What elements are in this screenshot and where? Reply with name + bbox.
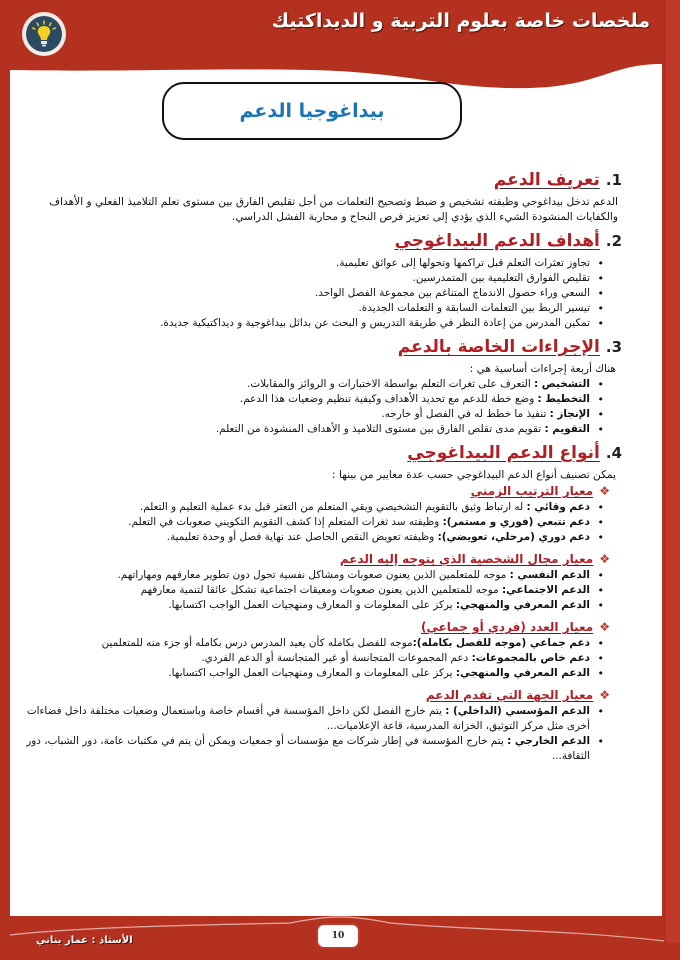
term-definition: يتم خارج الفصل لكن داخل المؤسسة في أقسام خاصة وباستعمال وضعيات مختلفة داخل فضاءات أخرى مثل مركز التوثيق، الخزانة المدرسية، قاعة الإعلاميات... — [26, 705, 590, 732]
term-definition: وضع خطة للدعم مع تحديد الأهداف وكيفية تنظيم وضعيات هذا الدعم. — [239, 393, 538, 405]
term: دعم خاص بالمجموعات: — [471, 652, 590, 664]
term: دعم تتبعي (فوري و مستمر): — [442, 516, 590, 528]
criterion-heading — [20, 483, 610, 500]
diamond-bullet-icon: ❖ — [599, 552, 610, 566]
diamond-bullet-icon: ❖ — [599, 620, 610, 634]
list-item: • تقليص الفوارق التعليمية بين المتمدرسين. — [20, 271, 604, 286]
section-heading-types — [20, 443, 622, 463]
list-item — [20, 392, 604, 407]
term: الدعم الخارجي : — [507, 735, 590, 747]
term-definition: التعرف على ثغرات التعلم بواسطة الاختبارات و الروائز والمقابلات. — [247, 378, 535, 390]
term: التقويم : — [544, 423, 590, 435]
list-item — [20, 407, 604, 422]
term: الدعم المؤسسي (الداخلي) : — [445, 705, 590, 717]
diamond-bullet-icon: ❖ — [599, 484, 610, 498]
section-number: 3. — [605, 338, 622, 356]
criterion-title: معيار العدد (فردي أو جماعي) — [420, 620, 594, 634]
header-title: ملخصات خاصة بعلوم التربية و الديداكتيك — [271, 10, 650, 32]
section-heading-goals — [20, 231, 622, 251]
section-title: تعريف الدعم — [493, 170, 600, 190]
section-number: 4. — [605, 444, 622, 462]
list-item: • السعي وراء حصول الاندماج المتناغم بين مجموعة الفصل الواحد. — [20, 286, 604, 301]
term-definition: له ارتباط وثيق بالتقويم التشخيصي ويقي المتعلم من التعثر قبل بدء عملية التعليم و التعلم. — [139, 501, 527, 513]
term-definition: دعم المجموعات المتجانسة أو غير المتجانسة أو الدعم الفردي. — [201, 652, 472, 664]
term-definition: تنفيذ ما خطط له في الفصل أو خارجه. — [381, 408, 550, 420]
page-number: 10 — [316, 923, 360, 949]
list-item — [20, 704, 604, 734]
list-item — [20, 666, 604, 681]
diamond-bullet-icon: ❖ — [599, 688, 610, 702]
list-item — [20, 500, 604, 515]
criterion-title: معيار الترتيب الزمني — [470, 484, 594, 498]
procedures-list — [20, 377, 604, 437]
term-definition: وظيفته تعويض النقص الحاصل عند نهاية فصل أو وحدة تعليمية. — [166, 531, 438, 543]
author-credit: الأستاذ : عمار بناني — [36, 935, 133, 946]
section-title: أهداف الدعم البيداغوجي — [394, 231, 600, 251]
term-definition: وظيفته سد ثغرات المتعلم إذا كشف التقويم التكويني صعوبات في التعلم. — [128, 516, 443, 528]
term-definition: يركز على المعلومات و المعارف ومنهجيات العمل الواجب اكتسابها. — [168, 667, 456, 679]
list-item — [20, 568, 604, 583]
document-title-box — [162, 82, 462, 140]
list-item — [20, 598, 604, 613]
list-item — [20, 530, 604, 545]
criterion-title: معيار الجهة التي تقدم الدعم — [425, 688, 594, 702]
section-number: 1. — [605, 171, 622, 189]
list-item — [20, 651, 604, 666]
lightbulb-icon — [22, 12, 66, 56]
list-item: • تمكين المدرس من إعادة النظر في طريقة التدريس و البحث عن بدائل بيداغوجية و ديداكتيكية جديدة. — [20, 316, 604, 331]
frame-stripe — [666, 0, 680, 960]
document-page — [10, 58, 662, 916]
list-item — [20, 515, 604, 530]
term: الدعم النفسي : — [509, 569, 590, 581]
term: دعم جماعي (موجه للفصل بكامله): — [412, 637, 590, 649]
list-item: • تيسير الربط بين التعلمات السابقة و التعلمات الجديدة. — [20, 301, 604, 316]
criterion-list — [20, 500, 604, 545]
list-item — [20, 377, 604, 392]
section-title: أنواع الدعم البيداغوجي — [407, 443, 600, 463]
term-definition: موجه للمتعلمين الذين يعنون صعوبات ومعيقات اجتماعية تشكل عائقا لتنمية معارفهم — [140, 584, 502, 596]
criterion-list — [20, 568, 604, 613]
term: الدعم المعرفي والمنهجي: — [455, 599, 590, 611]
term-definition: يتم خارج المؤسسة في إطار شركات مع مؤسسات أو جمعيات ويمكن أن يتم في مكتبات عامة، دور الشباب، دور الثقافة... — [26, 735, 590, 762]
criterion-heading — [20, 551, 610, 568]
section-number: 2. — [605, 232, 622, 250]
term: الإنجاز : — [549, 408, 590, 420]
term-definition: موجه للمتعلمين الذين يعنون صعوبات ومشاكل نفسية تحول دون تطوير معارفهم ومهاراتهم. — [117, 569, 510, 581]
document-title: بيداغوجيا الدعم — [239, 100, 385, 122]
criterion-heading — [20, 687, 610, 704]
section-heading-procedures — [20, 337, 622, 357]
criterion-list — [20, 636, 604, 681]
term-definition: موجه للفصل بكامله كأن يعيد المدرس درس بكامله أو جزء منه للمتعلمين — [101, 637, 413, 649]
definition-paragraph: الدعم تدخل بيداغوجي وظيفته تشخيص و ضبط وتصحيح التعلمات من أجل تقليص الفارق بين مستوى تعلم التلاميذ الفعلي و الأهداف والكفايات المنشودة الشيء الذي يؤدي إلى تعزيز فرص النجاح و محاربة الفشل الدراسي. — [49, 196, 618, 223]
document-content — [20, 170, 622, 770]
list-item — [20, 583, 604, 598]
term-definition: يركز على المعلومات و المعارف ومنهجيات العمل الواجب اكتسابها. — [168, 599, 456, 611]
term: دعم دوري (مرحلي، تعويضي): — [437, 531, 590, 543]
term: التشخيص : — [534, 378, 590, 390]
list-item — [20, 734, 604, 764]
term: الدعم المعرفي والمنهجي: — [455, 667, 590, 679]
goals-list — [20, 256, 604, 331]
types-intro: يمكن تصنيف أنواع الدعم البيداغوجي حسب عدة معايير من بينها : — [332, 469, 616, 481]
criterion-heading — [20, 619, 610, 636]
term-definition: تقويم مدى تقلص الفارق بين مستوى التلاميذ و الأهداف المنشودة من التعلم. — [215, 423, 545, 435]
criterion-title: معيار مجال الشخصية الذي يتوجه إليه الدعم — [339, 552, 594, 566]
list-item — [20, 422, 604, 437]
term: دعم وقائي : — [526, 501, 590, 513]
list-item: • تجاوز تعثرات التعلم قبل تراكمها وتحولها إلى عوائق تعليمية. — [20, 256, 604, 271]
term: التخطيط : — [537, 393, 590, 405]
procedures-intro: هناك أربعة إجراءات أساسية هي : — [469, 363, 616, 375]
list-item — [20, 636, 604, 651]
criterion-list — [20, 704, 604, 764]
section-heading-definition — [20, 170, 622, 190]
section-title: الإجراءات الخاصة بالدعم — [397, 337, 600, 357]
term: الدعم الاجتماعي: — [502, 584, 590, 596]
